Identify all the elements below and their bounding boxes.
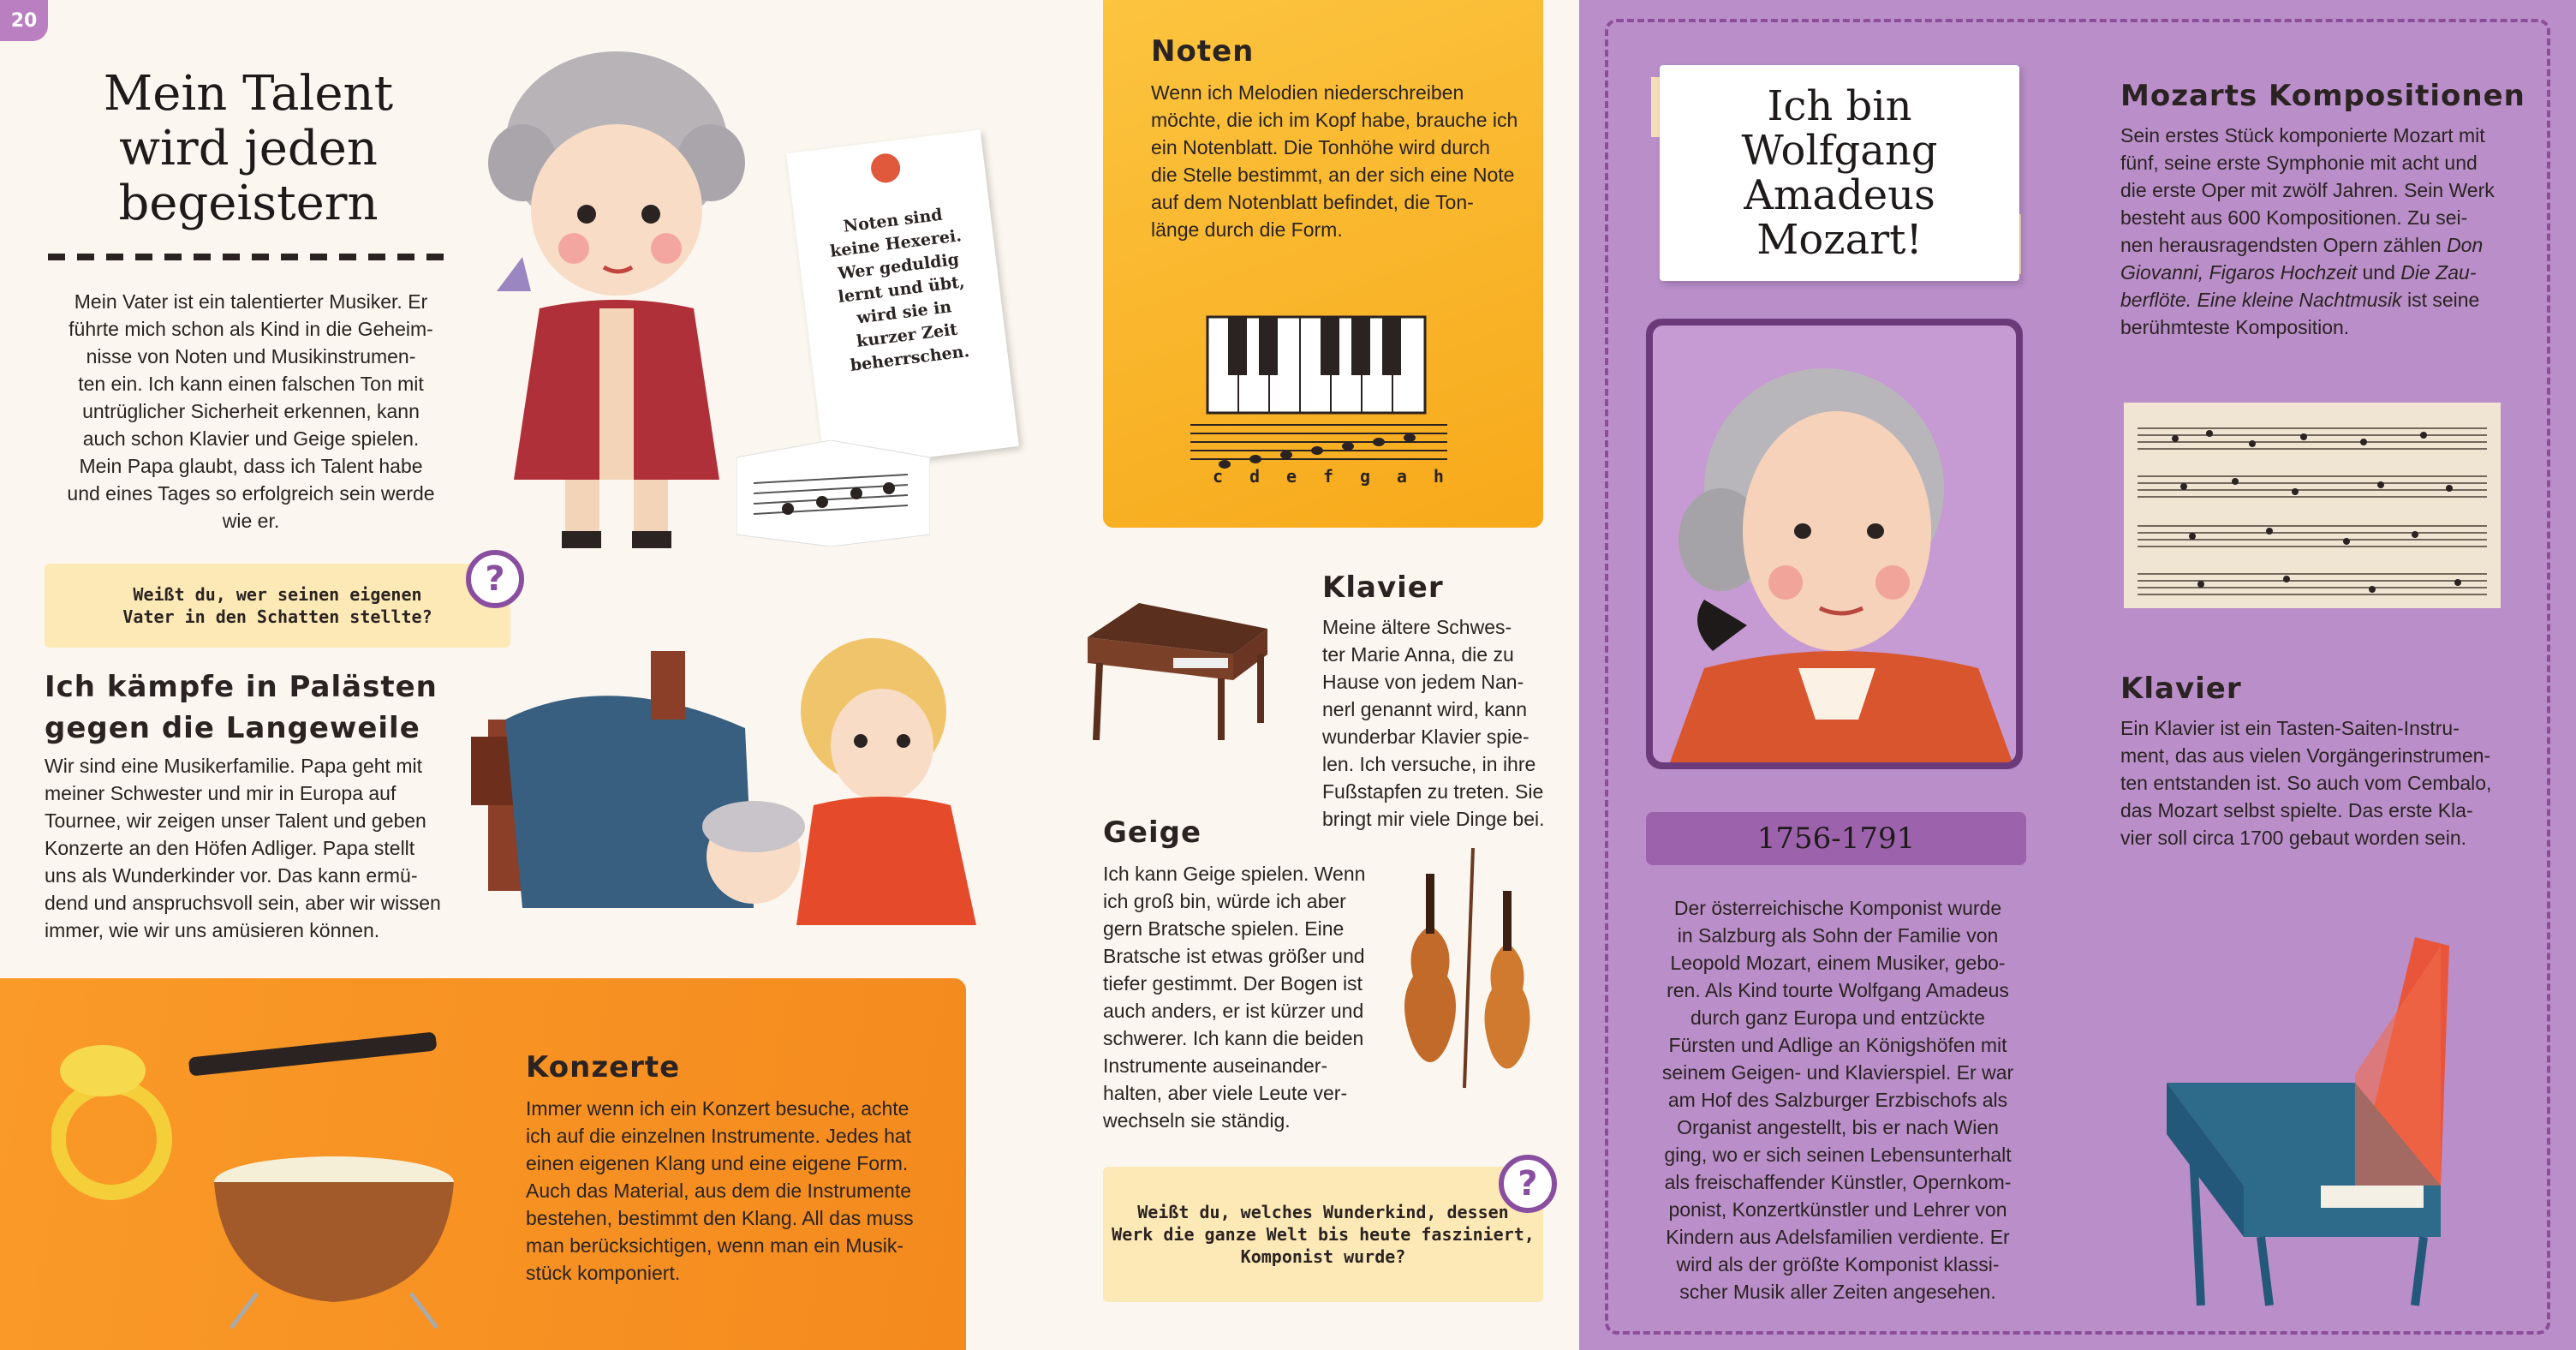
note-letter: a xyxy=(1396,466,1407,487)
klavier-title-right: Klavier xyxy=(2120,672,2242,706)
biography-text: Der österreichische Komponist wurde in Salzburg als Sohn der Familie von Leopold Mozart, einem Musiker, gebo- ren. Als Kind tourte Wolfgang Amadeus durch ganz Europa und entzückte Fürsten und Adlige an Königshöfen mit seinem Geigen- und Klavierspiel. Er war am Hof des Salzburger Erzbischofs als Organist angestellt, bis er nach Wien ging, wo er sich seinen Lebensunterhalt als freischaffender Künstler, Opernkom- ponist, Konzertkünstler und Lehrer von Kindern aus Adelsfamilien verdiente. Er wird als der größte Komponist klassi- scher Musik aller Zeiten angesehen. xyxy=(1661,897,2014,1303)
konzerte-title: Konzerte xyxy=(526,1050,681,1084)
question-mark-icon: ? xyxy=(466,550,524,608)
note-letter: h xyxy=(1433,466,1444,487)
clavichord-illustration xyxy=(1070,569,1276,749)
section-title-palaces: Ich kämpfe in Palästen gegen die Langeweile xyxy=(45,670,438,745)
note-letters-row xyxy=(1213,466,1444,487)
klavier-text-middle: Meine ältere Schwes- ter Marie Anna, die zu Hause von jedem Nan- nerl genannt wird, kann wunderbar Klavier spie- len. Ich versuche, in ihre Fußstapfen zu treten. Sie bringt mir viele Dinge bei. xyxy=(1322,616,1545,830)
note-letter: e xyxy=(1285,466,1297,487)
mozart-portrait xyxy=(1653,326,2016,762)
tip-note-card xyxy=(786,129,1019,469)
dashed-divider xyxy=(48,254,450,260)
noten-text: Wenn ich Melodien niederschreiben möchte, die ich im Kopf habe, brauche ich ein Notenblatt. Die Tonhöhe wird durch die Stelle bestimmt, an der sich eine Note auf dem Notenblatt befindet, die Ton- länge durch die Form. xyxy=(1151,81,1518,241)
intro-text: Mein Vater ist ein talentierter Musiker. Er führte mich schon als Kind in die Geheim- nisse von Noten und Musikinstrumen- ten ein. Ich kann einen falschen Ton mit untrüglicher Sicherheit erkennen, kann auch schon Klavier und Geige spielen. Mein Papa glaubt, dass ich Talent habe und eines Tages so erfolgreich sein werde wie er. xyxy=(67,290,435,532)
harpsichord-illustration xyxy=(2158,929,2526,1323)
tip-note-text: Noten sind keine Hexerei. Wer geduldig lernt und übt, wird sie in kurzer Zeit beherrschen. xyxy=(829,205,971,375)
music-manuscript-illustration xyxy=(2124,403,2501,608)
klavier-title-middle: Klavier xyxy=(1322,570,1444,605)
klavier-text-right: Ein Klavier ist ein Tasten-Saiten-Instru- ment, das aus vielen Vorgängerinstrumen- ten entstanden ist. So auch vom Cembalo, das Mozart selbst spielte. Das erste Kla- vier soll circa 1700 gebaut worden sein. xyxy=(2120,717,2492,849)
kompositionen-text: Sein erstes Stück komponierte Mozart mit fünf, seine erste Symphonie mit acht und die erste Oper mit zwölf Jahren. Sein Werk besteht aus 600 Kompositionen. Zu sei- nen herausragendsten Opern zählen Don Giovanni, Figaros Hochzeit und Die Zau- berflöte. Eine kleine Nachtmusik ist seine berühmteste Komposition. xyxy=(2120,124,2495,338)
name-card xyxy=(1660,65,2019,281)
kompositionen-title: Mozarts Kompositionen xyxy=(2120,79,2525,113)
mozart-portrait-frame xyxy=(1646,319,2023,769)
children-at-piano-illustration xyxy=(471,600,985,942)
page-number: 20 xyxy=(0,0,48,41)
name-card-text: Ich bin Wolfgang Amadeus Mozart! xyxy=(1741,82,1938,264)
geige-text: Ich kann Geige spielen. Wenn ich groß bin, würde ich aber gern Bratsche spielen. Eine Bratsche ist etwas größer und tiefer gestimmt. Der Bogen ist auch anders, er ist kürzer und schwerer. Ich kann die beiden Instrumente auseinander- halten, aber viele Leute ver- wechseln sie ständig. xyxy=(1103,863,1366,1132)
page-title: Mein Talent wird jeden begeistern xyxy=(103,66,394,231)
question-mark-icon: ? xyxy=(1499,1155,1557,1213)
quiz-box-2: Weißt du, welches Wunderkind, dessen Werk die ganze Welt bis heute fasziniert, Komponist wurde? xyxy=(1103,1167,1543,1302)
pin-icon xyxy=(869,152,902,184)
life-years-badge: 1756-1791 xyxy=(1646,812,2026,865)
quiz-box-1: Weißt du, wer seinen eigenen Vater in den Schatten stellte? xyxy=(45,564,510,648)
section-text-palaces: Wir sind eine Musikerfamilie. Papa geht mit meiner Schwester und mir in Europa auf Tournee, wir zeigen unser Talent und geben Konzerte an den Höfen Adliger. Papa stellt uns als Wunderkinder vor. Das kann ermü- dend und anspruchsvoll sein, aber wir wissen immer, wie wir uns amüsieren können. xyxy=(45,755,441,941)
note-letter: d xyxy=(1249,466,1261,487)
sheet-music-illustration xyxy=(736,440,930,547)
konzerte-text: Immer wenn ich ein Konzert besuche, achte ich auf die einzelnen Instrumente. Jedes hat einen eigenen Klang und eine eigene Form. Auch das Material, aus dem die Instrumente bestehen, bestimmt den Klang. All das muss man berücksichtigen, wenn man ein Musik- stück komponiert. xyxy=(526,1097,914,1284)
geige-title: Geige xyxy=(1103,815,1202,850)
violins-illustration xyxy=(1379,848,1559,1096)
instruments-illustration xyxy=(51,1011,497,1336)
note-letter: g xyxy=(1359,466,1370,487)
note-letter: f xyxy=(1322,466,1333,487)
note-letter: c xyxy=(1213,466,1224,487)
noten-title: Noten xyxy=(1151,34,1255,69)
